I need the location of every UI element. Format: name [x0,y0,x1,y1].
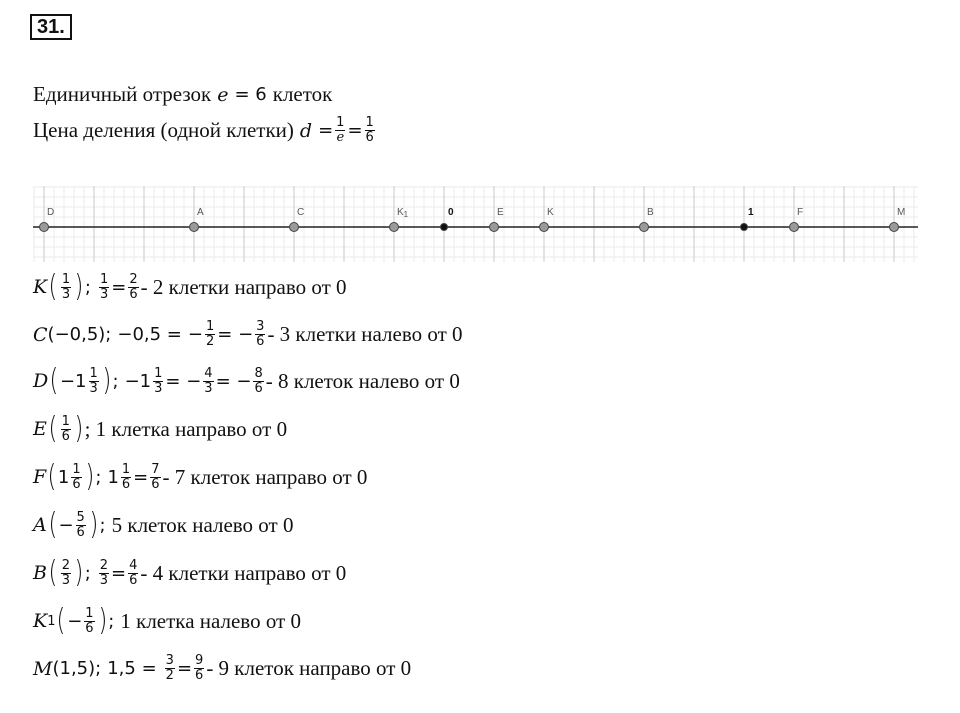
equals: = − [217,324,254,345]
unit-text: клеток [272,82,333,106]
paren-close: ) [85,459,94,494]
paren-open: ( [49,363,59,398]
fraction: $\frac{1}{2}$ [205,319,215,349]
lhs: 1,5 = [107,658,157,679]
fraction: $\frac{2}{6}$ [129,271,138,302]
point-marker [190,223,199,232]
whole-part: −1 [59,370,87,392]
explanation: - 2 клетки направо от 0 [140,274,347,299]
grid [33,186,918,262]
point-marker [790,223,799,232]
explanation: ; 1 клетка направо от 0 [84,416,288,441]
paren-close: ) [98,603,107,638]
paren-close: ) [74,269,84,304]
paren-close: ) [89,507,99,542]
point-subscript: 1 [47,613,56,629]
point-name: E [33,418,47,440]
equals: = [133,466,149,488]
minus: − [187,324,203,345]
fraction: $\frac{1}{6}$ [72,461,81,492]
points-group [40,207,906,232]
unit-segment-line [33,82,332,107]
point-name: D [33,370,49,392]
coordinate: (−0,5); [47,324,112,345]
minus: − [67,610,83,632]
explanation: - 8 клеток налево от 0 [265,368,460,393]
point-marker [441,224,448,231]
fraction: $\frac{8}{6}$ [254,365,263,396]
explanation: - 3 клетки налево от 0 [267,322,463,346]
fraction: $\frac{3}{6}$ [256,319,265,349]
lhs: −0,5 = [117,324,182,345]
equals: = [111,276,127,298]
paren-close: ) [74,411,84,446]
explanation: 5 клеток налево от 0 [111,512,294,537]
fraction: $\frac{1}{6}$ [365,115,374,145]
row-a [33,507,294,542]
row-c [33,320,463,349]
fraction: $\frac{1}{3}$ [154,365,163,396]
paren-close: ) [102,363,112,398]
semicolon: ; [84,562,91,584]
point-marker [741,224,748,231]
paren-open: ( [48,507,57,542]
division-eq1: = [318,120,334,141]
fraction: $\frac{2}{3}$ [99,557,109,588]
unit-eq: = 6 [234,84,267,105]
point-name: M [33,657,53,680]
point-label: D [47,207,55,218]
fraction: $\frac{4}{6}$ [129,557,138,588]
fraction: $\frac{1}{6}$ [61,413,70,444]
point-marker [389,223,398,232]
minus: − [58,514,74,536]
paren-open: ( [56,603,66,638]
paren-open: ( [47,459,57,494]
row-k [33,269,347,304]
semicolon: ; [84,276,91,298]
point-label: M [897,207,906,218]
point-label: E [497,207,504,218]
fraction: $\frac{7}{6}$ [151,461,160,492]
unit-var: e [217,83,229,106]
lhs: −1 [124,370,152,392]
point-name: C [33,323,48,346]
unit-segment-text: Единичный отрезок [33,82,212,106]
number-line [33,186,918,262]
division-eq2: = [347,120,363,141]
point-label: C [297,207,305,218]
fraction: $\frac{1}{e}$ [336,115,345,145]
fraction: $\frac{1}{3}$ [100,271,109,302]
equals: = [176,658,193,679]
point-marker [539,223,548,232]
semicolon: ; [99,514,106,536]
point-name: A [33,514,47,536]
row-f [33,459,368,494]
coordinate: (1,5); [52,658,102,679]
semicolon: ; [95,466,102,488]
paren-close: ) [74,555,84,590]
paren-open: ( [48,555,58,590]
fraction: $\frac{4}{3}$ [204,365,213,396]
division-price-line [33,116,377,145]
paren-open: ( [48,269,58,304]
row-m [33,654,411,683]
point-label: 1 [748,207,754,218]
lhs: 1 [107,466,119,488]
fraction: $\frac{9}{6}$ [195,653,204,683]
explanation: 1 клетка налево от 0 [120,608,301,633]
point-name: K [33,276,48,298]
whole-part: 1 [57,466,70,488]
fraction: $\frac{5}{6}$ [76,509,85,540]
explanation: - 4 клетки направо от 0 [140,560,347,585]
division-var: d [299,119,313,142]
fraction: $\frac{1}{3}$ [61,271,71,302]
point-name: K [33,610,48,632]
explanation: - 7 клеток направо от 0 [162,464,368,489]
point-label: K [546,207,554,218]
row-e [33,411,288,446]
fraction: $\frac{2}{3}$ [61,557,70,588]
point-label: F [797,207,804,218]
explanation: - 9 клеток направо от 0 [206,656,412,680]
fraction: $\frac{3}{2}$ [165,653,174,683]
paren-open: ( [48,411,58,446]
point-marker [890,223,899,232]
equals: = [111,562,127,584]
fraction: $\frac{1}{6}$ [121,461,131,492]
point-name: F [33,466,47,488]
equals: = − [215,370,252,392]
point-name: B [33,562,47,584]
point-marker [640,223,649,232]
semicolon: ; [108,610,115,632]
row-b [33,555,347,590]
point-marker [40,223,49,232]
point-label: A [197,207,204,218]
row-k1 [33,603,301,638]
point-marker [490,223,499,232]
point-label: $K_1$ [396,207,409,219]
fraction: $\frac{1}{6}$ [85,605,94,636]
semicolon: ; [112,370,119,392]
division-price-text: Цена деления (одной клетки) [33,118,294,142]
equals: = − [165,370,202,392]
task-number: 31. [30,14,72,40]
point-marker [290,223,299,232]
point-label: 0 [448,207,454,218]
point-label: B [647,207,654,218]
fraction: $\frac{1}{3}$ [89,365,98,396]
row-d [33,363,460,398]
